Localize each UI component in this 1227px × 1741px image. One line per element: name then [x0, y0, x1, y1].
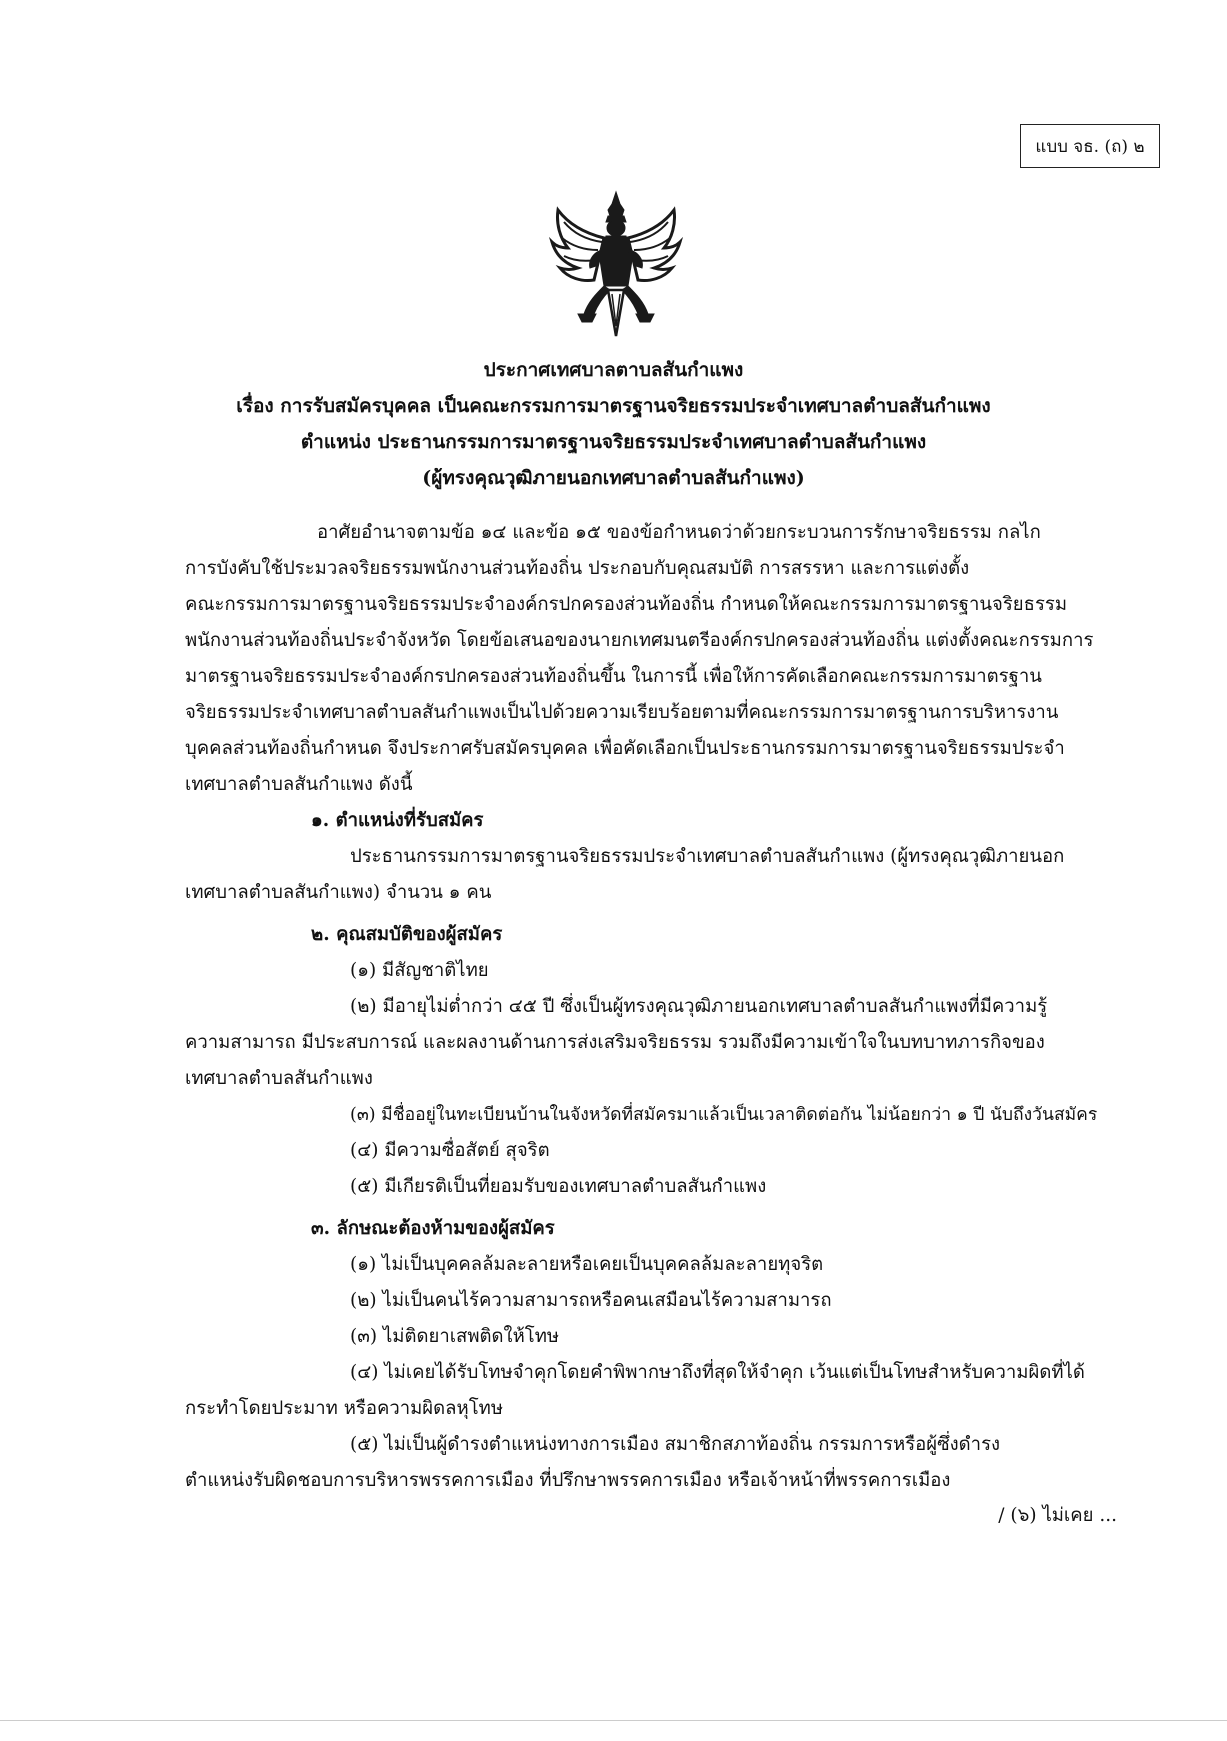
announcement-position: ตำแหน่ง ประธานกรรมการมาตรฐานจริยธรรมประจำเทศบาลตำบลสันกำแพง: [300, 431, 927, 453]
section-3-item-4-cont: กระทำโดยประมาท หรือความผิดลหุโทษ: [185, 1398, 504, 1419]
announcement-body: [185, 515, 1125, 1499]
announcement-title: ประกาศเทศบาลตาบลสันกำแพง: [483, 359, 744, 381]
section-2-item-1: (๑) มีสัญชาติไทย: [350, 960, 489, 981]
section-1-title: ๑. ตำแหน่งที่รับสมัคร: [311, 810, 484, 831]
section-2-title: ๒. คุณสมบัติของผู้สมัคร: [311, 924, 503, 945]
announcement-heading: [170, 352, 1057, 496]
page-bottom-divider: [0, 1720, 1227, 1721]
intro-line: มาตรฐานจริยธรรมประจำองค์กรปกครองส่วนท้องถิ่นขึ้น ในการนี้ เพื่อให้การคัดเลือกคณะกรรมการมาตรฐาน: [185, 666, 1042, 687]
section-2-item-2-cont: เทศบาลตำบลสันกำแพง: [185, 1068, 373, 1089]
intro-line: จริยธรรมประจำเทศบาลตำบลสันกำแพงเป็นไปด้วยความเรียบร้อยตามที่คณะกรรมการมาตรฐานการบริหารงาน: [185, 702, 1059, 723]
announcement-qualifier: (ผู้ทรงคุณวุฒิภายนอกเทศบาลตำบลสันกำแพง): [422, 467, 805, 489]
intro-line: บุคคลส่วนท้องถิ่นกำหนด จึงประกาศรับสมัครบุคคล เพื่อคัดเลือกเป็นประธานกรรมการมาตรฐานจริยธรรมประจำ: [185, 738, 1065, 759]
section-3-title: ๓. ลักษณะต้องห้ามของผู้สมัคร: [311, 1218, 555, 1239]
section-2-item-4: (๔) มีความซื่อสัตย์ สุจริต: [350, 1140, 550, 1161]
section-2-item-2: (๒) มีอายุไม่ต่ำกว่า ๔๕ ปี ซึ่งเป็นผู้ทรงคุณวุฒิภายนอกเทศบาลตำบลสันกำแพงที่มีความรู้: [350, 996, 1048, 1017]
section-3-item-2: (๒) ไม่เป็นคนไร้ความสามารถหรือคนเสมือนไร้ความสามารถ: [350, 1290, 832, 1311]
form-code-box: [1020, 124, 1160, 168]
intro-line: พนักงานส่วนท้องถิ่นประจำจังหวัด โดยข้อเสนอของนายกเทศมนตรีองค์กรปกครองส่วนท้องถิ่น แต่งตั้งคณะกรรมการ: [185, 630, 1094, 651]
section-2-item-2-cont: ความสามารถ มีประสบการณ์ และผลงานด้านการส่งเสริมจริยธรรม รวมถึงมีความเข้าใจในบทบาทภารกิจของ: [185, 1032, 1045, 1053]
section-3-item-3: (๓) ไม่ติดยาเสพติดให้โทษ: [350, 1326, 560, 1347]
section-3-item-1: (๑) ไม่เป็นบุคคลล้มละลายหรือเคยเป็นบุคคลล้มละลายทุจริต: [350, 1254, 824, 1275]
announcement-subject: เรื่อง การรับสมัครบุคคล เป็นคณะกรรมการมาตรฐานจริยธรรมประจำเทศบาลตำบลสันกำแพง: [236, 395, 991, 417]
section-2-item-5: (๕) มีเกียรติเป็นที่ยอมรับของเทศบาลตำบลสันกำแพง: [350, 1176, 767, 1197]
section-3-item-4: (๔) ไม่เคยได้รับโทษจำคุกโดยคำพิพากษาถึงที่สุดให้จำคุก เว้นแต่เป็นโทษสำหรับความผิดที่ได้: [350, 1362, 1085, 1383]
continuation-note: / (๖) ไม่เคย ...: [998, 1505, 1117, 1526]
section-3-item-5-cont: ตำแหน่งรับผิดชอบการบริหารพรรคการเมือง ที่ปรึกษาพรรคการเมือง หรือเจ้าหน้าที่พรรคการเมือง: [185, 1470, 951, 1491]
intro-line: คณะกรรมการมาตรฐานจริยธรรมประจำองค์กรปกครองส่วนท้องถิ่น กำหนดให้คณะกรรมการมาตรฐานจริยธรรม: [185, 594, 1068, 615]
intro-line: เทศบาลตำบลสันกำแพง ดังนี้: [185, 774, 413, 795]
intro-line: การบังคับใช้ประมวลจริยธรรมพนักงานส่วนท้องถิ่น ประกอบกับคุณสมบัติ การสรรหา และการแต่งตั้ง: [185, 558, 970, 579]
section-3-item-5: (๕) ไม่เป็นผู้ดำรงตำแหน่งทางการเมือง สมาชิกสภาท้องถิ่น กรรมการหรือผู้ซึ่งดำรง: [350, 1434, 1001, 1455]
form-code: แบบ จธ. (ถ) ๒: [1035, 136, 1145, 157]
intro-line: อาศัยอำนาจตามข้อ ๑๔ และข้อ ๑๕ ของข้อกำหนดว่าด้วยกระบวนการรักษาจริยธรรม กลไก: [317, 522, 1041, 543]
section-1-line: เทศบาลตำบลสันกำแพง) จำนวน ๑ คน: [185, 882, 492, 903]
section-1-line: ประธานกรรมการมาตรฐานจริยธรรมประจำเทศบาลตำบลสันกำแพง (ผู้ทรงคุณวุฒิภายนอก: [350, 846, 1065, 867]
garuda-emblem-icon: [548, 190, 684, 340]
section-2-item-3: (๓) มีชื่ออยู่ในทะเบียนบ้านในจังหวัดที่สมัครมาแล้วเป็นเวลาติดต่อกัน ไม่น้อยกว่า ๑ ปี นับถึงวันสมัคร: [350, 1105, 1098, 1125]
